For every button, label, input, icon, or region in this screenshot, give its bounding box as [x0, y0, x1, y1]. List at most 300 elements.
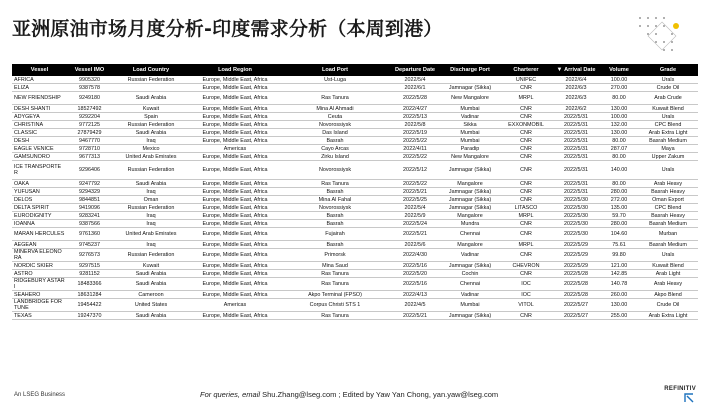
table-cell: Oman Export: [638, 196, 698, 204]
table-cell: CNR: [500, 220, 552, 228]
table-cell: EURODIGNITY: [12, 212, 67, 220]
table-row: [12, 220, 698, 228]
table-cell: SEAHERO: [12, 291, 67, 299]
table-cell: United States: [112, 299, 190, 312]
table-cell: 2022/5/31: [552, 113, 600, 121]
table-cell: Basrah: [280, 188, 390, 196]
table-row: [12, 105, 698, 113]
table-cell: Cochin: [440, 270, 500, 278]
column-header-label: Vessel IMO: [74, 67, 105, 73]
table-cell: Iraq: [112, 212, 190, 220]
table-cell: Arab Extra Light: [638, 312, 698, 320]
table-cell: OAKA: [12, 180, 67, 188]
table-cell: 2022/5/22: [390, 153, 440, 161]
table-cell: 2022/5/28: [390, 92, 440, 105]
table-cell: Europe, Middle East, Africa: [190, 121, 280, 129]
table-cell: 9294329: [67, 188, 112, 196]
table-cell: Saudi Arabia: [112, 312, 190, 320]
table-cell: EXXONMOBIL: [500, 121, 552, 129]
table-cell: CNR: [500, 180, 552, 188]
column-header[interactable]: [112, 64, 190, 76]
table-row: [12, 161, 698, 180]
table-cell: IOC: [500, 291, 552, 299]
table-cell: Vadinar: [440, 291, 500, 299]
table-cell: Akpo Terminal (FPSO): [280, 291, 390, 299]
table-cell: 2022/5/30: [552, 196, 600, 204]
table-cell: YUFUSAN: [12, 188, 67, 196]
table-cell: CNR: [500, 196, 552, 204]
table-cell: 140.00: [600, 161, 638, 180]
table-cell: TEXAS: [12, 312, 67, 320]
table-cell: Kuwait Blend: [638, 262, 698, 270]
table-row: [12, 291, 698, 299]
table-cell: 99.80: [600, 249, 638, 262]
table-cell: Sikka: [440, 121, 500, 129]
table-cell: 121.00: [600, 262, 638, 270]
table-cell: 2022/6/3: [552, 84, 600, 92]
table-cell: [440, 76, 500, 84]
table-row: [12, 113, 698, 121]
column-header-label: Vessel: [30, 67, 49, 73]
table-cell: 80.00: [600, 137, 638, 145]
table-cell: Iraq: [112, 220, 190, 228]
table-cell: Ras Tanura: [280, 278, 390, 291]
table-cell: MARAN HERCULES: [12, 228, 67, 241]
table-cell: NORDIC SKIER: [12, 262, 67, 270]
table-header-row: [12, 64, 698, 76]
table-cell: 2022/4/11: [390, 145, 440, 153]
table-cell: 140.78: [600, 278, 638, 291]
table-cell: 9905320: [67, 76, 112, 84]
table-cell: 80.00: [600, 180, 638, 188]
table-cell: 2022/5/30: [552, 220, 600, 228]
table-cell: CHRISTINA: [12, 121, 67, 129]
table-cell: Mumbai: [440, 129, 500, 137]
table-cell: 9276573: [67, 249, 112, 262]
table-cell: 130.00: [600, 299, 638, 312]
table-cell: Fujairah: [280, 228, 390, 241]
table-cell: Russian Federation: [112, 121, 190, 129]
table-cell: 2022/5/31: [552, 188, 600, 196]
table-cell: 2022/6/4: [552, 76, 600, 84]
table-cell: Urals: [638, 76, 698, 84]
table-cell: 2022/5/27: [552, 312, 600, 320]
table-cell: 18631284: [67, 291, 112, 299]
table-cell: 18483366: [67, 278, 112, 291]
table-cell: 2022/4/30: [390, 249, 440, 262]
table-cell: Russian Federation: [112, 76, 190, 84]
table-cell: 2022/5/31: [552, 180, 600, 188]
table-cell: Europe, Middle East, Africa: [190, 137, 280, 145]
table-cell: Mundra: [440, 220, 500, 228]
table-cell: CNR: [500, 153, 552, 161]
table-cell: RIDGEBURY ASTARI: [12, 278, 67, 291]
table-cell: Upper Zakum: [638, 153, 698, 161]
table-cell: AFRICA: [12, 76, 67, 84]
table-cell: 2022/5/16: [390, 278, 440, 291]
refinitiv-logo: REFINITIV: [664, 386, 696, 392]
table-cell: 280.00: [600, 220, 638, 228]
column-header[interactable]: [390, 64, 440, 76]
table-cell: Mina Saud: [280, 262, 390, 270]
table-cell: Novorossiysk: [280, 161, 390, 180]
table-cell: 9247792: [67, 180, 112, 188]
table-cell: Maya: [638, 145, 698, 153]
table-row: [12, 249, 698, 262]
table-cell: Cayo Arcas: [280, 145, 390, 153]
table-cell: Jamnagar (Sikka): [440, 161, 500, 180]
table-cell: 27879429: [67, 129, 112, 137]
table-cell: Novorossiysk: [280, 204, 390, 212]
table-cell: Das Island: [280, 129, 390, 137]
table-cell: Basrah: [280, 212, 390, 220]
table-body: [12, 76, 698, 320]
table-cell: CNR: [500, 161, 552, 180]
table-cell: Urals: [638, 161, 698, 180]
table-cell: 9283241: [67, 212, 112, 220]
table-cell: Europe, Middle East, Africa: [190, 204, 280, 212]
table-cell: Mumbai: [440, 137, 500, 145]
table-cell: 2022/5/30: [552, 212, 600, 220]
table-cell: 2022/5/25: [390, 196, 440, 204]
column-header-label: Load Region: [218, 67, 252, 73]
table-cell: Murban: [638, 228, 698, 241]
footer-queries-prefix: For queries, email: [200, 390, 263, 399]
table-cell: 9387578: [67, 84, 112, 92]
table-cell: Saudi Arabia: [112, 129, 190, 137]
table-cell: 2022/5/9: [390, 212, 440, 220]
table-row: [12, 180, 698, 188]
table-cell: 2022/6/3: [552, 92, 600, 105]
table-cell: Ceuta: [280, 113, 390, 121]
table-cell: 2022/5/4: [390, 204, 440, 212]
table-cell: Arab Heavy: [638, 180, 698, 188]
table-cell: 287.07: [600, 145, 638, 153]
table-cell: Zirku Island: [280, 153, 390, 161]
table-cell: Mexico: [112, 145, 190, 153]
table-cell: Primorsk: [280, 249, 390, 262]
table-cell: Oman: [112, 196, 190, 204]
table-cell: Kuwait Blend: [638, 105, 698, 113]
table-cell: 18527492: [67, 105, 112, 113]
table-cell: CNR: [500, 228, 552, 241]
table-row: [12, 129, 698, 137]
table-cell: IOC: [500, 278, 552, 291]
table-cell: Europe, Middle East, Africa: [190, 153, 280, 161]
table-cell: 9292204: [67, 113, 112, 121]
table-cell: 260.00: [600, 291, 638, 299]
table-cell: Russian Federation: [112, 161, 190, 180]
table-cell: 19454422: [67, 299, 112, 312]
table-cell: 2022/4/13: [390, 291, 440, 299]
column-header-label: Discharge Port: [450, 67, 490, 73]
table-cell: Novorossiysk: [280, 121, 390, 129]
table-cell: Saudi Arabia: [112, 92, 190, 105]
table-cell: United Arab Emirates: [112, 228, 190, 241]
table-cell: 2022/5/29: [552, 241, 600, 249]
table-cell: 9772125: [67, 121, 112, 129]
table-cell: DESH SHANTI: [12, 105, 67, 113]
table-cell: LITASCO: [500, 204, 552, 212]
table-cell: 9467770: [67, 137, 112, 145]
table-cell: Ust-Luga: [280, 76, 390, 84]
table-cell: Kuwait: [112, 105, 190, 113]
table-cell: Europe, Middle East, Africa: [190, 291, 280, 299]
table-cell: Europe, Middle East, Africa: [190, 212, 280, 220]
table-cell: DELOS: [12, 196, 67, 204]
column-header[interactable]: [12, 64, 67, 76]
table-cell: UNIPEC: [500, 76, 552, 84]
table-cell: New Mangalore: [440, 153, 500, 161]
table-row: [12, 196, 698, 204]
table-cell: 2022/5/22: [390, 137, 440, 145]
table-cell: Mina Al Fahal: [280, 196, 390, 204]
column-header[interactable]: [67, 64, 112, 76]
table-cell: Crude Oil: [638, 84, 698, 92]
table-cell: MRPL: [500, 92, 552, 105]
table-cell: Iraq: [112, 241, 190, 249]
table-cell: Chennai: [440, 228, 500, 241]
table-cell: 9844851: [67, 196, 112, 204]
table-cell: Cameroon: [112, 291, 190, 299]
table-cell: 100.00: [600, 113, 638, 121]
column-header[interactable]: [500, 64, 552, 76]
table-cell: 135.00: [600, 204, 638, 212]
table-row: [12, 228, 698, 241]
table-cell: ELIZA: [12, 84, 67, 92]
table-cell: Europe, Middle East, Africa: [190, 188, 280, 196]
table-cell: 2022/5/4: [390, 76, 440, 84]
table-cell: Russian Federation: [112, 249, 190, 262]
table-row: [12, 145, 698, 153]
page-title: 亚洲原油市场月度分析-印度需求分析（本周到港）: [12, 18, 443, 40]
column-header[interactable]: [280, 64, 390, 76]
table-row: [12, 188, 698, 196]
table-cell: Saudi Arabia: [112, 270, 190, 278]
table-cell: Spain: [112, 113, 190, 121]
table-cell: ADYGEYA: [12, 113, 67, 121]
table-cell: Basrah Heavy: [638, 188, 698, 196]
table-cell: Americas: [190, 299, 280, 312]
table-cell: VITOL: [500, 299, 552, 312]
table-cell: 2022/5/31: [552, 145, 600, 153]
table-cell: Paradip: [440, 145, 500, 153]
table-cell: Mina Al Ahmadi: [280, 105, 390, 113]
table-cell: 2022/5/31: [552, 129, 600, 137]
table-cell: 104.60: [600, 228, 638, 241]
column-header[interactable]: [552, 64, 600, 76]
table-cell: Ras Tanura: [280, 270, 390, 278]
table-cell: CNR: [500, 105, 552, 113]
table-row: [12, 270, 698, 278]
table-cell: Europe, Middle East, Africa: [190, 249, 280, 262]
table-row: [12, 92, 698, 105]
table-cell: Europe, Middle East, Africa: [190, 312, 280, 320]
table-row: [12, 76, 698, 84]
table-cell: [280, 84, 390, 92]
column-header-label: Charterer: [513, 67, 539, 73]
table-cell: 2022/5/20: [390, 270, 440, 278]
table-cell: Urals: [638, 113, 698, 121]
table-cell: Basrah Medium: [638, 220, 698, 228]
table-row: [12, 84, 698, 92]
table-cell: Corpus Christi STS 1: [280, 299, 390, 312]
table-cell: 270.00: [600, 84, 638, 92]
table-row: [12, 137, 698, 145]
table-cell: 9419096: [67, 204, 112, 212]
table-cell: United Arab Emirates: [112, 153, 190, 161]
table-cell: Basrah: [280, 220, 390, 228]
table-cell: 2022/5/28: [552, 291, 600, 299]
table-cell: 59.70: [600, 212, 638, 220]
table-cell: 9745237: [67, 241, 112, 249]
table-cell: 80.00: [600, 92, 638, 105]
table-cell: Europe, Middle East, Africa: [190, 129, 280, 137]
table-cell: Jamnagar (Sikka): [440, 196, 500, 204]
table-cell: 272.00: [600, 196, 638, 204]
table-cell: 9249180: [67, 92, 112, 105]
table-cell: 9677313: [67, 153, 112, 161]
table-cell: Arab Light: [638, 270, 698, 278]
table-cell: Arab Heavy: [638, 278, 698, 291]
table-cell: 280.00: [600, 188, 638, 196]
table-cell: Basrah Medium: [638, 137, 698, 145]
table-cell: 2022/5/31: [552, 137, 600, 145]
table-cell: Vadinar: [440, 249, 500, 262]
table-cell: New Mangalore: [440, 92, 500, 105]
column-header-label: Load Country: [132, 67, 170, 73]
table-cell: 130.00: [600, 129, 638, 137]
table-cell: CNR: [500, 113, 552, 121]
table-cell: 9281152: [67, 270, 112, 278]
footer-contact-emails: Shu.Zhang@lseg.com ; Edited by Yaw Yan Chong, yan.yaw@lseg.com: [262, 390, 499, 399]
sort-desc-icon: ▼: [556, 67, 565, 73]
table-cell: 80.00: [600, 153, 638, 161]
table-cell: LANDBRIDGE FORTUNE: [12, 299, 67, 312]
table-cell: Jamnagar (Sikka): [440, 312, 500, 320]
table-cell: ASTRO: [12, 270, 67, 278]
table-cell: Europe, Middle East, Africa: [190, 278, 280, 291]
table-cell: Mangalore: [440, 241, 500, 249]
table-cell: MRPL: [500, 212, 552, 220]
table-cell: Europe, Middle East, Africa: [190, 228, 280, 241]
table-cell: CNR: [500, 312, 552, 320]
table-cell: Arab Crude: [638, 92, 698, 105]
column-header[interactable]: [440, 64, 500, 76]
table-cell: Europe, Middle East, Africa: [190, 113, 280, 121]
table-row: [12, 278, 698, 291]
table-cell: 2022/4/5: [390, 299, 440, 312]
table-cell: Mumbai: [440, 299, 500, 312]
table-cell: 9297515: [67, 262, 112, 270]
table-cell: 2022/5/21: [390, 228, 440, 241]
table-cell: CNR: [500, 84, 552, 92]
table-cell: Europe, Middle East, Africa: [190, 241, 280, 249]
table-cell: CNR: [500, 188, 552, 196]
table-cell: 2022/5/27: [552, 299, 600, 312]
table-cell: 2022/5/16: [390, 262, 440, 270]
table-cell: CPC Blend: [638, 121, 698, 129]
table-cell: Europe, Middle East, Africa: [190, 270, 280, 278]
table-cell: 255.00: [600, 312, 638, 320]
table-cell: Jamnagar (Sikka): [440, 204, 500, 212]
table-cell: Ras Tanura: [280, 92, 390, 105]
table-cell: Mangalore: [440, 212, 500, 220]
table-cell: 2022/5/21: [390, 188, 440, 196]
table-cell: CHEVRON: [500, 262, 552, 270]
vessel-arrivals-table: [12, 64, 698, 320]
table-cell: 2022/5/29: [552, 262, 600, 270]
table-cell: Basrah Heavy: [638, 212, 698, 220]
table-cell: CNR: [500, 129, 552, 137]
column-header-label: Grade: [659, 67, 677, 73]
table-cell: Ras Tanura: [280, 312, 390, 320]
table-cell: Basrah: [280, 137, 390, 145]
table-cell: CNR: [500, 270, 552, 278]
table-row: [12, 204, 698, 212]
footer-queries: [200, 390, 498, 399]
table-cell: Mumbai: [440, 105, 500, 113]
table-cell: 9728710: [67, 145, 112, 153]
table-cell: 2022/5/13: [390, 113, 440, 121]
table-cell: Chennai: [440, 278, 500, 291]
table-row: [12, 121, 698, 129]
table-cell: Mangalore: [440, 180, 500, 188]
table-cell: DESH: [12, 137, 67, 145]
table-cell: Europe, Middle East, Africa: [190, 262, 280, 270]
table-cell: EAGLE VENICE: [12, 145, 67, 153]
table-cell: 2022/5/28: [552, 278, 600, 291]
column-header[interactable]: [600, 64, 638, 76]
table-cell: [112, 84, 190, 92]
table-cell: ICE TRANSPORTER: [12, 161, 67, 180]
table-cell: GAMSUNORO: [12, 153, 67, 161]
table-cell: DELTA SPIRIT: [12, 204, 67, 212]
table-cell: 2022/5/29: [552, 249, 600, 262]
table-cell: 2022/5/24: [390, 220, 440, 228]
table-cell: 2022/5/28: [552, 270, 600, 278]
table-cell: Europe, Middle East, Africa: [190, 196, 280, 204]
table-cell: IOANNA: [12, 220, 67, 228]
table-cell: 75.61: [600, 241, 638, 249]
table-cell: Urals: [638, 249, 698, 262]
table-cell: Europe, Middle East, Africa: [190, 92, 280, 105]
table-cell: Europe, Middle East, Africa: [190, 220, 280, 228]
table-cell: Europe, Middle East, Africa: [190, 105, 280, 113]
table-cell: 9387566: [67, 220, 112, 228]
table-cell: Saudi Arabia: [112, 180, 190, 188]
table-cell: 2022/5/19: [390, 129, 440, 137]
table-row: [12, 153, 698, 161]
table-cell: CNR: [500, 137, 552, 145]
table-cell: Europe, Middle East, Africa: [190, 76, 280, 84]
table-cell: Saudi Arabia: [112, 278, 190, 291]
column-header-label: Departure Date: [394, 67, 436, 73]
column-header[interactable]: [638, 64, 698, 76]
table-cell: 142.85: [600, 270, 638, 278]
column-header[interactable]: [190, 64, 280, 76]
table-cell: Akpo Blend: [638, 291, 698, 299]
footer-company: An LSEG Business: [14, 392, 66, 398]
table-cell: 9296406: [67, 161, 112, 180]
table-cell: Jamnagar (Sikka): [440, 188, 500, 196]
table-cell: 2022/6/2: [552, 105, 600, 113]
table-cell: Jamnagar (Sikka): [440, 262, 500, 270]
table-cell: 2022/5/21: [390, 312, 440, 320]
table-cell: 2022/5/22: [390, 180, 440, 188]
table-cell: 132.00: [600, 121, 638, 129]
table-cell: CNR: [500, 249, 552, 262]
